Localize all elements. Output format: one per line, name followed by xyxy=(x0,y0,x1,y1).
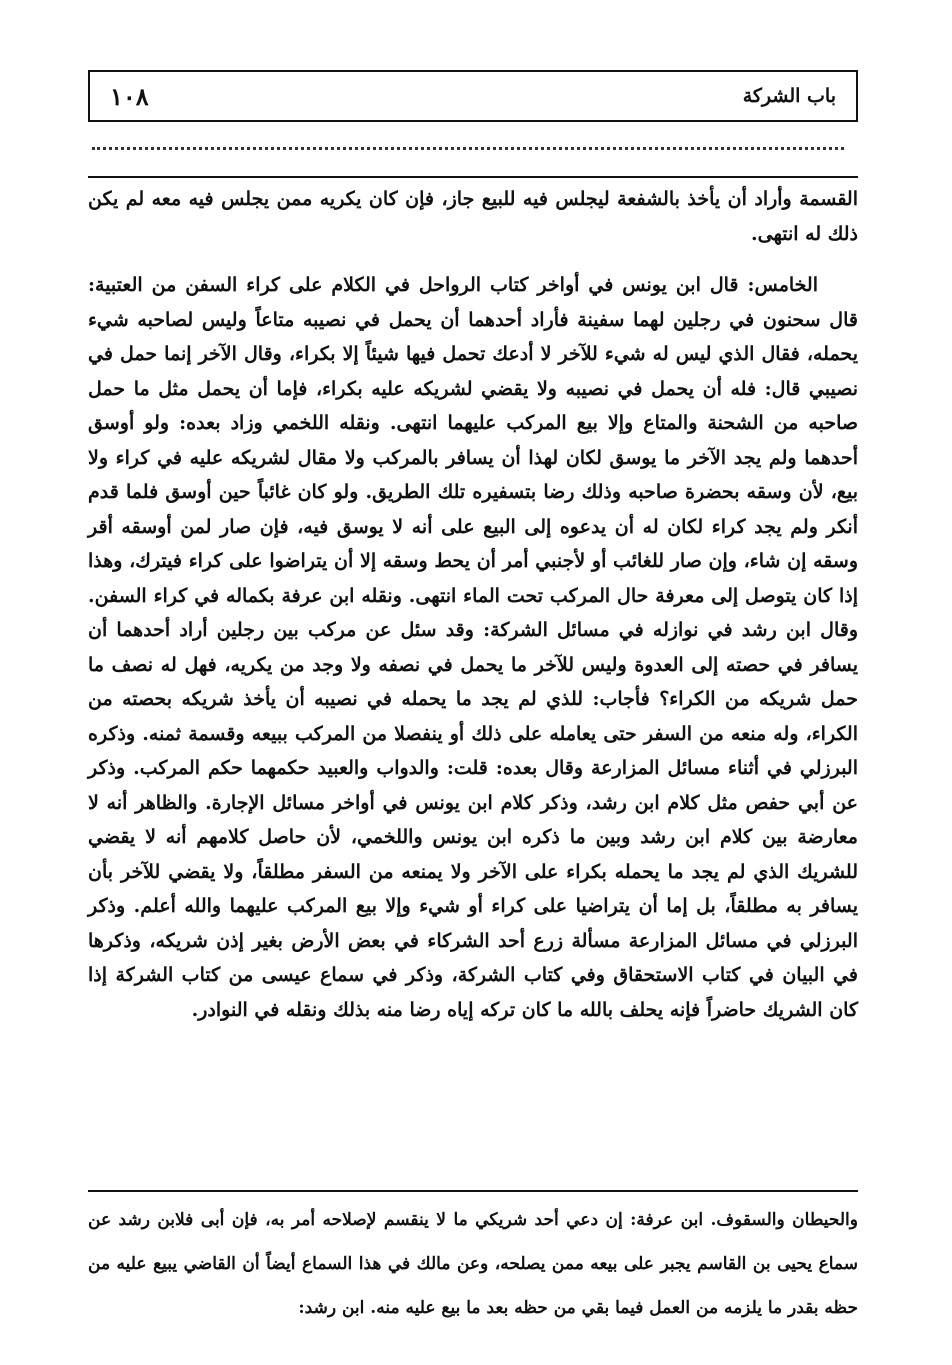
footnote xyxy=(88,1198,858,1330)
running-header xyxy=(88,70,858,122)
main-text xyxy=(88,182,858,1027)
dotted-divider xyxy=(92,136,844,150)
footnote-rule xyxy=(88,1190,858,1192)
footnote-paragraph: والحيطان والسقوف. ابن عرفة: إن دعي أحد شريكي ما لا ينقسم لإصلاحه أمر به، فإن أبى فلابن رشد عن سماع يحيى بن القاسم يجبر على بيعه ممن يصلحه، وعن مالك في هذا السماع أيضاً أن القاضي يبيع عليه من حظه بقدر ما يلزمه من العمل فيما بقي من حظه بعد ما بيع عليه منه. ابن رشد: xyxy=(88,1210,858,1318)
paragraph-fifth: الخامس: قال ابن يونس في أواخر كتاب الرواحل في الكلام على كراء السفن من العتبية: قال سحنون في رجلين لهما سفينة فأراد أحدهما أن يحمل في نصيبه متاعاً وليس لصاحبه شيء يحمله، فقال الذي ليس له شيء للآخر لا أدعك تحمل فيها شيئاً إلا بكراء، وقال الآخر إنما حمل في نصيبي قال: فله أن يحمل في نصيبه ولا يقضي لشريكه عليه بكراء، فإما أن يحمل مثل ما حمل صاحبه من الشحنة والمتاع وإلا بيع المركب عليهما انتهى. ونقله اللخمي وزاد بعده: ولو أوسق أحدهما ولم يجد الآخر ما يوسق لكان لهذا أن يسافر بالمركب ولا مقال لشريكه عليه في كراء ولا بيع، لأن وسقه بحضرة صاحبه وذلك رضا بتسفيره تلك الطريق. ولو كان غائباً حين أوسق فلما قدم أنكر ولم يجد كراء لكان له أن يدعوه إلى البيع على أنه لا يوسق فيه، فإن صار لمن أوسقه أقر وسقه إن شاء، وإن صار للغائب أو لأجنبي أمر أن يحط وسقه إلا أن يتراضوا على كراء فيترك، وهذا إذا كان يتوصل إلى معرفة حال المركب تحت الماء انتهى. ونقله ابن عرفة بكماله في كراء السفن. وقال ابن رشد في نوازله في مسائل الشركة: وقد سئل عن مركب بين رجلين أراد أحدهما أن يسافر في حصته إلى العدوة وليس للآخر ما يحمل في نصفه ولا وجد من يكريه، فهل له نصف ما حمل شريكه من الكراء؟ فأجاب: للذي لم يجد ما يحمله في نصيبه أن يأخذ شريكه بحصته من الكراء، وله منعه من السفر حتى يعامله على ذلك أو ينفصلا من المركب ببيعه وقسمة ثمنه. وذكره البرزلي في أثناء مسائل المزارعة وقال بعده: قلت: والدواب والعبيد حكمهما حكم المركب. وذكر عن أبي حفص مثل كلام ابن رشد، وذكر كلام ابن يونس في أواخر مسائل الإجارة. والظاهر أنه لا معارضة بين كلام ابن رشد وبين ما ذكره ابن يونس واللخمي، لأن حاصل كلامهم أنه لا يقضي للشريك الذي لم يجد ما يحمله بكراء على الآخر ولا يمنعه من السفر مطلقاً، ولا يقضي للآخر بأن يسافر به مطلقاً، بل إما أن يتراضيا على كراء أو شيء وإلا بيع المركب عليهما والله أعلم. وذكر البرزلي في مسائل المزارعة مسألة زرع أحد الشركاء في بعض الأرض بغير إذن شريكه، وذكرها في البيان في كتاب الاستحقاق وفي كتاب الشركة، وذكر في سماع عيسى من كتاب الشركة إذا كان الشريك حاضراً فإنه يحلف بالله ما كان تركه إياه رضا منه بذلك ونقله في النوادر. xyxy=(88,274,858,1021)
page-number: ١٠٨ xyxy=(110,81,149,111)
chapter-title: باب الشركة xyxy=(742,85,836,107)
paragraph-continuation: القسمة وأراد أن يأخذ بالشفعة ليجلس فيه للبيع جاز، فإن كان يكريه ممن يجلس فيه معه لم يكن ذلك له انتهى. xyxy=(88,188,858,245)
top-rule xyxy=(88,176,858,178)
